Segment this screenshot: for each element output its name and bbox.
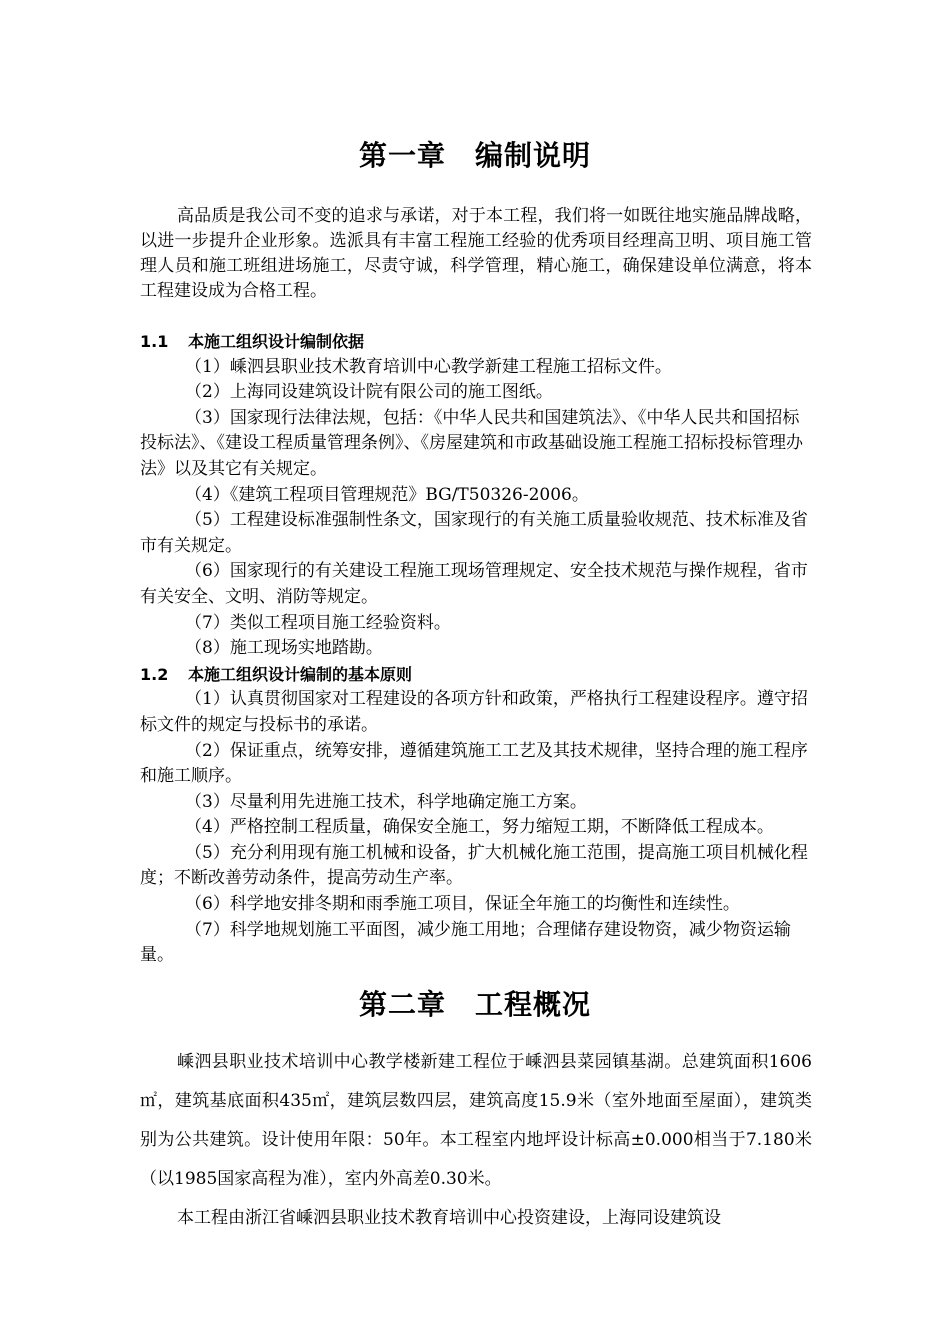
section-1-2-item: （4）严格控制工程质量，确保安全施工，努力缩短工期，不断降低工程成本。: [185, 817, 774, 838]
chapter1-sections: [140, 329, 812, 969]
section-1-1-item: （8）施工现场实地踏勘。: [185, 638, 383, 659]
chapter1-intro-block: [140, 204, 812, 304]
chapter1-title: 第一章 编制说明: [358, 139, 591, 172]
section-1-2-item: （7）科学地规划施工平面图，减少施工用地；合理储存建设物资，减少物资运输量。: [140, 919, 791, 966]
section-1-2-item: （1）认真贯彻国家对工程建设的各项方针和政策，严格执行工程建设程序。遵守招标文件的规定与投标书的承诺。: [140, 689, 808, 735]
chapter1-intro-paragraph: 高品质是我公司不变的追求与承诺，对于本工程，我们将一如既往地实施品牌战略，以进一步提升企业形象。选派具有丰富工程施工经验的优秀项目经理高卫明、项目施工管理人员和施工班组进场施工，尽责守诚，科学管理，精心施工，确保建设单位满意，将本工程建设成为合格工程。: [140, 206, 812, 301]
section-1-2-item: （2）保证重点，统筹安排，遵循建筑施工工艺及其技术规律，坚持合理的施工程序和施工顺序。: [140, 740, 808, 787]
section-1-2-heading: [140, 662, 812, 688]
chapter2-paragraph: 嵊泗县职业技术培训中心教学楼新建工程位于嵊泗县菜园镇基湖。总建筑面积1606㎡，建筑基底面积435㎡，建筑层数四层，建筑高度15.9米（室外地面至屋面），建筑类别为公共建筑。设计使用年限：50年。本工程室内地坪设计标高±0.000相当于7.180米（以1985国家高程为准），室内外高差0.30米。: [140, 1052, 812, 1189]
section-1-1-number: 1.1: [140, 332, 169, 351]
section-1-2-number: 1.2: [140, 664, 169, 684]
section-1-1-item: （6）国家现行的有关建设工程施工现场管理规定、安全技术规范与操作规程，省市有关安全、文明、消防等规定。: [140, 561, 808, 607]
section-1-1-item: （5）工程建设标准强制性条文，国家现行的有关施工质量验收规范、技术标准及省市有关规定。: [140, 510, 808, 556]
section-1-1-item: （7）类似工程项目施工经验资料。: [185, 612, 451, 633]
section-1-1-heading: [140, 329, 812, 355]
section-1-2-item: （5）充分利用现有施工机械和设备，扩大机械化施工范围，提高施工项目机械化程度；不断改善劳动条件，提高劳动生产率。: [140, 842, 808, 889]
section-1-1-item: （3）国家现行法律法规，包括：《中华人民共和国建筑法》、《中华人民共和国招标投标法》、《建设工程质量管理条例》、《房屋建筑和市政基础设施工程施工招标投标管理办法》以及其它有关规定。: [140, 407, 803, 479]
section-1-1-item: （4）《建筑工程项目管理规范》BG/T50326-2006。: [185, 484, 589, 505]
section-1-1-item: （1）嵊泗县职业技术教育培训中心教学新建工程施工招标文件。: [185, 356, 672, 377]
section-1-2-title: 本施工组织设计编制的基本原则: [188, 664, 413, 684]
section-1-2-item: （6）科学地安排冬期和雨季施工项目，保证全年施工的均衡性和连续性。: [185, 894, 740, 915]
chapter2-title: 第二章 工程概况: [358, 988, 591, 1021]
chapter2-paragraph: 本工程由浙江省嵊泗县职业技术教育培训中心投资建设，上海同设建筑设: [177, 1208, 721, 1228]
section-1-2-item: （3）尽量利用先进施工技术，科学地确定施工方案。: [185, 791, 587, 812]
section-1-1-title: 本施工组织设计编制依据: [188, 332, 365, 351]
chapter2-body: [140, 1043, 812, 1238]
section-1-1-item: （2）上海同设建筑设计院有限公司的施工图纸。: [185, 382, 553, 403]
